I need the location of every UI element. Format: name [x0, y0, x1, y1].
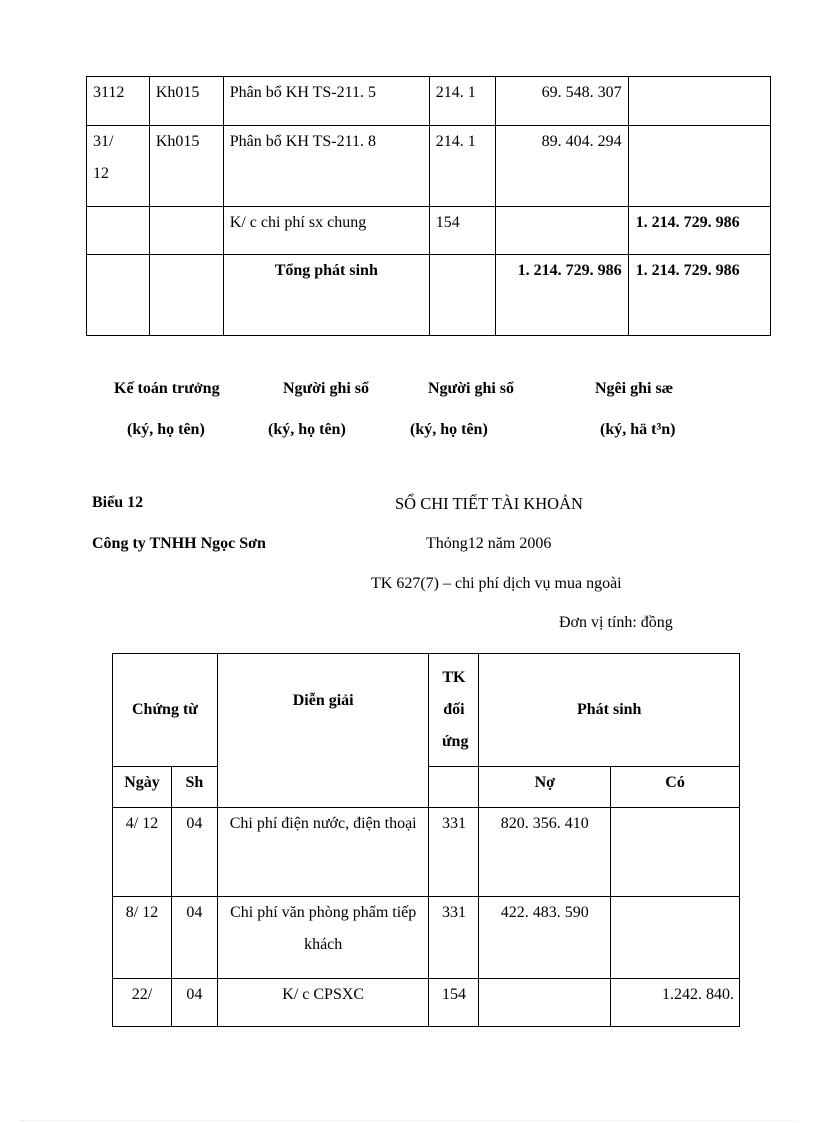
cell-credit	[628, 77, 770, 126]
table-row	[87, 126, 771, 207]
header-contra-account-text: TK đối ứng	[441, 669, 469, 750]
cell-debit: 820. 356. 410	[479, 808, 611, 897]
table-row	[87, 207, 771, 255]
cell-date	[87, 255, 150, 336]
table-row	[113, 897, 740, 979]
signature-note-1: (ký, họ tên)	[127, 421, 205, 438]
cell-debit-total	[495, 255, 628, 336]
header-empty	[429, 767, 479, 808]
unit-label: Đơn vị tính: đồng	[559, 614, 673, 631]
cell-desc: Chi phí điện nước, điện thoại	[217, 808, 429, 897]
cell-desc: Phân bổ KH TS-211. 8	[223, 126, 429, 207]
cell-desc: K/ c CPSXC	[217, 979, 429, 1027]
cell-credit-total: 1. 214. 729. 986	[628, 255, 770, 336]
cell-credit	[628, 126, 770, 207]
cell-doc	[149, 207, 223, 255]
cell-debit	[495, 207, 628, 255]
header-contra-account	[429, 654, 479, 767]
cell-acct: 154	[429, 979, 479, 1027]
header-number: Sh	[171, 767, 217, 808]
signature-role-bookkeeper: Người ghi sổ	[283, 380, 370, 397]
cell-number: 04	[171, 979, 217, 1027]
cell-date: 31/ 12	[87, 126, 150, 207]
cell-debit: 422. 483. 590	[479, 897, 611, 979]
signature-note-2: (ký, họ tên)	[268, 421, 346, 438]
cell-doc: Kh015	[149, 77, 223, 126]
company-name: Công ty TNHH Ngọc Sơn	[92, 535, 266, 552]
header-date: Ngày	[113, 767, 172, 808]
cell-date: 8/ 12	[113, 897, 172, 979]
cell-debit: 89. 404. 294	[495, 126, 628, 207]
cell-desc: Phân bổ KH TS-211. 5	[223, 77, 429, 126]
cell-desc-total: Tổng phát sinh	[223, 255, 429, 336]
cell-desc: K/ c chi phí sx chung	[223, 207, 429, 255]
cell-debit: 69. 548. 307	[495, 77, 628, 126]
account-title: TK 627(7) – chi phí dịch vụ mua ngoài	[371, 575, 622, 592]
cell-credit: 1.242. 840.	[611, 979, 740, 1027]
cell-debit	[479, 979, 611, 1027]
signature-role-bookkeeper-3: Ngêi ghi sæ	[595, 380, 674, 397]
page-title: SỔ CHI TIẾT TÀI KHOẢN	[395, 494, 583, 513]
cell-credit	[611, 808, 740, 897]
header-description: Diễn giải	[217, 654, 429, 808]
table-row	[87, 77, 771, 126]
cell-doc	[149, 255, 223, 336]
form-number: Biểu 12	[92, 494, 144, 511]
signature-role-chief-accountant: Kế toán trưởng	[114, 380, 220, 397]
page-divider	[20, 1120, 796, 1121]
cell-credit	[611, 897, 740, 979]
cell-number: 04	[171, 808, 217, 897]
cell-acct: 214. 1	[429, 77, 495, 126]
table-row	[113, 979, 740, 1027]
cell-acct: 331	[429, 808, 479, 897]
period: Thỏng12 năm 2006	[426, 535, 552, 552]
cell-date: 4/ 12	[113, 808, 172, 897]
cell-acct: 214. 1	[429, 126, 495, 207]
cell-date: 22/	[113, 979, 172, 1027]
cell-number: 04	[171, 897, 217, 979]
cell-acct: 331	[429, 897, 479, 979]
header-arising: Phát sinh	[479, 654, 740, 767]
cell-desc: Chi phí văn phòng phẩm tiếp khách	[217, 897, 429, 979]
signature-role-bookkeeper-2: Người ghi sổ	[428, 380, 515, 397]
ledger-table-1	[86, 76, 771, 336]
cell-date: 3112	[87, 77, 150, 126]
signature-note-4: (ký, hä t³n)	[600, 421, 676, 438]
cell-acct	[429, 255, 495, 336]
header-voucher: Chứng từ	[113, 654, 218, 767]
header-credit: Có	[611, 767, 740, 808]
table-header-row	[113, 654, 740, 767]
table-row	[113, 808, 740, 897]
header-debit: Nợ	[479, 767, 611, 808]
debit-total-value: 1. 214. 729. 986	[517, 262, 622, 279]
ledger-table-2	[112, 653, 740, 1027]
cell-acct: 154	[429, 207, 495, 255]
cell-doc: Kh015	[149, 126, 223, 207]
table-row	[87, 255, 771, 336]
signature-note-3: (ký, họ tên)	[410, 421, 488, 438]
cell-credit: 1. 214. 729. 986	[628, 207, 770, 255]
cell-date	[87, 207, 150, 255]
